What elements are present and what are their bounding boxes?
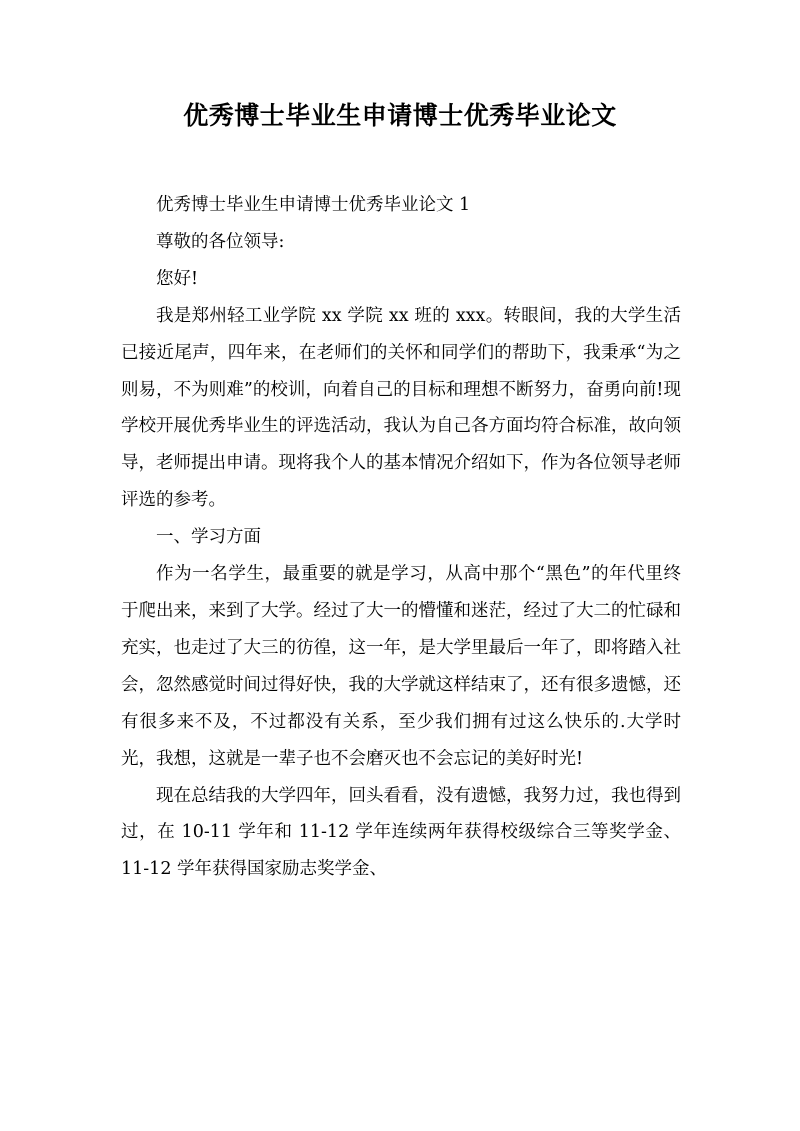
paragraph-salutation: 尊敬的各位领导: [156,231,285,252]
document-body [121,187,681,888]
document-title: 优秀博士毕业生申请博士优秀毕业论文 [183,101,617,130]
paragraph-subtitle: 优秀博士毕业生申请博士优秀毕业论文 1 [156,195,471,215]
paragraph-greeting: 您好! [156,268,199,289]
paragraph-study: 作为一名学生，最重要的就是学习，从高中那个“黑色”的年代里终于爬出来，来到了大学。经过了大一的懵懂和迷茫，经过了大二的忙碌和充实，也走过了大三的彷徨，这一年，是大学里最后一年了，即将踏入社会，忽然感觉时间过得好快，我的大学就这样结束了，还有很多遗憾，还有很多来不及，不过都没有关系，至少我们拥有过这么快乐的.大学时光，我想，这就是一辈子也不会磨灭也不会忘记的美好时光! [121,564,681,769]
section-heading-study: 一、学习方面 [156,527,261,548]
paragraph-summary: 现在总结我的大学四年，回头看看，没有遗憾，我努力过，我也得到过，在 10-11 学年和 11-12 学年连续两年获得校级综合三等奖学金、11-12 学年获得国家励志奖学金、 [121,785,681,880]
paragraph-introduction: 我是郑州轻工业学院 xx 学院 xx 班的 xxx。转眼间，我的大学生活已接近尾声，四年来，在老师们的关怀和同学们的帮助下，我秉承“为之则易，不为则难”的校训，向着自己的目标和理想不断努力，奋勇向前!现学校开展优秀毕业生的评选活动，我认为自己各方面均符合标准，故向领导，老师提出申请。现将我个人的基本情况介绍如下，作为各位领导老师评选的参考。 [121,305,681,511]
